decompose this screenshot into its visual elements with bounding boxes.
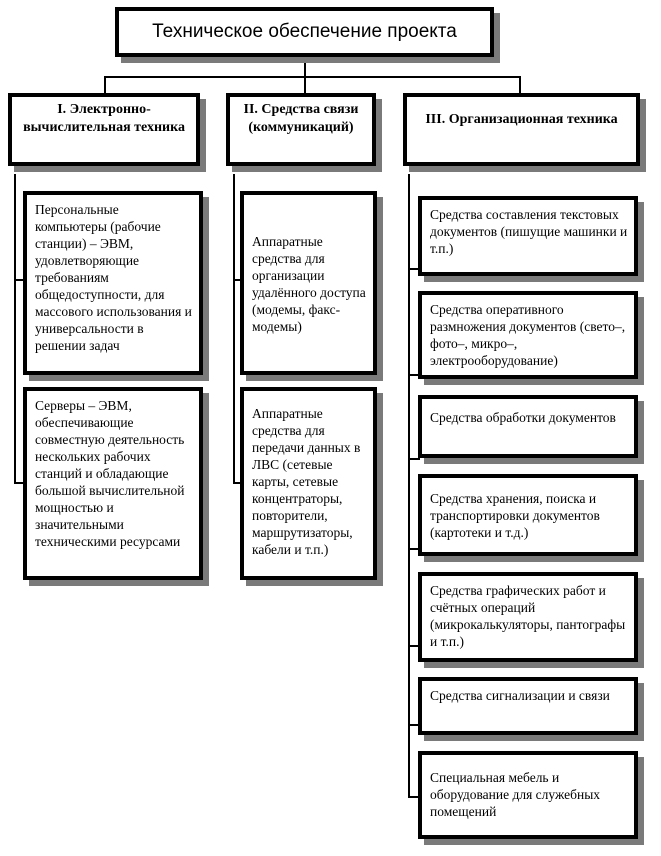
column-heading-box-1 xyxy=(8,93,200,166)
column-2-item-2-text: Аппаратные средства для передачи данных в ЛВС (сетевые карты, сетевые концентраторы, повторители, маршрутизаторы, кабели и т.п.) xyxy=(252,406,361,557)
column-heading-box-3 xyxy=(403,93,640,166)
column-3-item-4 xyxy=(418,474,638,556)
top-bus xyxy=(104,76,520,78)
drop-col1 xyxy=(104,76,106,94)
col2-spine xyxy=(233,174,235,484)
column-heading-2: II. Средства связи (коммуникаций) xyxy=(243,102,359,135)
column-3-item-7-text: Специальная мебель и оборудование для служебных помещений xyxy=(430,770,601,819)
column-3-item-1 xyxy=(418,196,638,276)
column-2-item-2 xyxy=(240,387,377,580)
column-3-item-1-text: Средства составления текстовых документов (пишущие машинки и т.п.) xyxy=(430,207,628,256)
diagram-title: Техническое обеспечение проекта xyxy=(152,21,457,42)
column-3-item-5 xyxy=(418,572,638,662)
column-1-item-1-text: Персональные компьютеры (рабочие станции) – ЭВМ, удовлетворяющие требованиям общедоступности, для массового использования и универсальности в решении задач xyxy=(35,202,192,353)
drop-col3 xyxy=(519,76,521,94)
column-3-item-6-text: Средства сигнализации и связи xyxy=(430,688,610,703)
column-heading-3: III. Организационная техника xyxy=(425,112,618,127)
column-heading-1: I. Электронно-вычислительная техника xyxy=(23,102,185,135)
column-heading-box-2 xyxy=(226,93,376,166)
column-1-item-2-text: Серверы – ЭВМ, обеспечивающие совместную деятельность нескольких рабочих станций и обладающие большой вычислительной мощностью и значительными техническими ресурсами xyxy=(35,398,185,549)
title-stem xyxy=(304,57,306,77)
diagram-title-box xyxy=(115,7,494,57)
column-3-item-2 xyxy=(418,291,638,379)
drop-col2 xyxy=(304,76,306,94)
column-1-item-2 xyxy=(23,387,203,580)
column-3-item-3 xyxy=(418,395,638,458)
column-2-item-1-text: Аппаратные средства для организации удалённого доступа (модемы, факс-модемы) xyxy=(252,234,366,334)
column-3-item-7 xyxy=(418,751,638,839)
column-3-item-3-text: Средства обработки документов xyxy=(430,410,616,425)
column-3-item-5-text: Средства графических работ и счётных операций (микрокалькуляторы, пантографы и т.п.) xyxy=(430,583,626,649)
column-2-item-1 xyxy=(240,191,377,375)
col3-branch-3 xyxy=(408,458,420,460)
column-3-item-2-text: Средства оперативного размножения документов (свето–, фото–, микро–, электрооборудование) xyxy=(430,302,626,368)
column-3-item-4-text: Средства хранения, поиска и транспортировки документов (картотеки и т.д.) xyxy=(430,491,600,540)
column-1-item-1 xyxy=(23,191,203,375)
column-3-item-6 xyxy=(418,677,638,735)
col1-spine xyxy=(14,174,16,484)
